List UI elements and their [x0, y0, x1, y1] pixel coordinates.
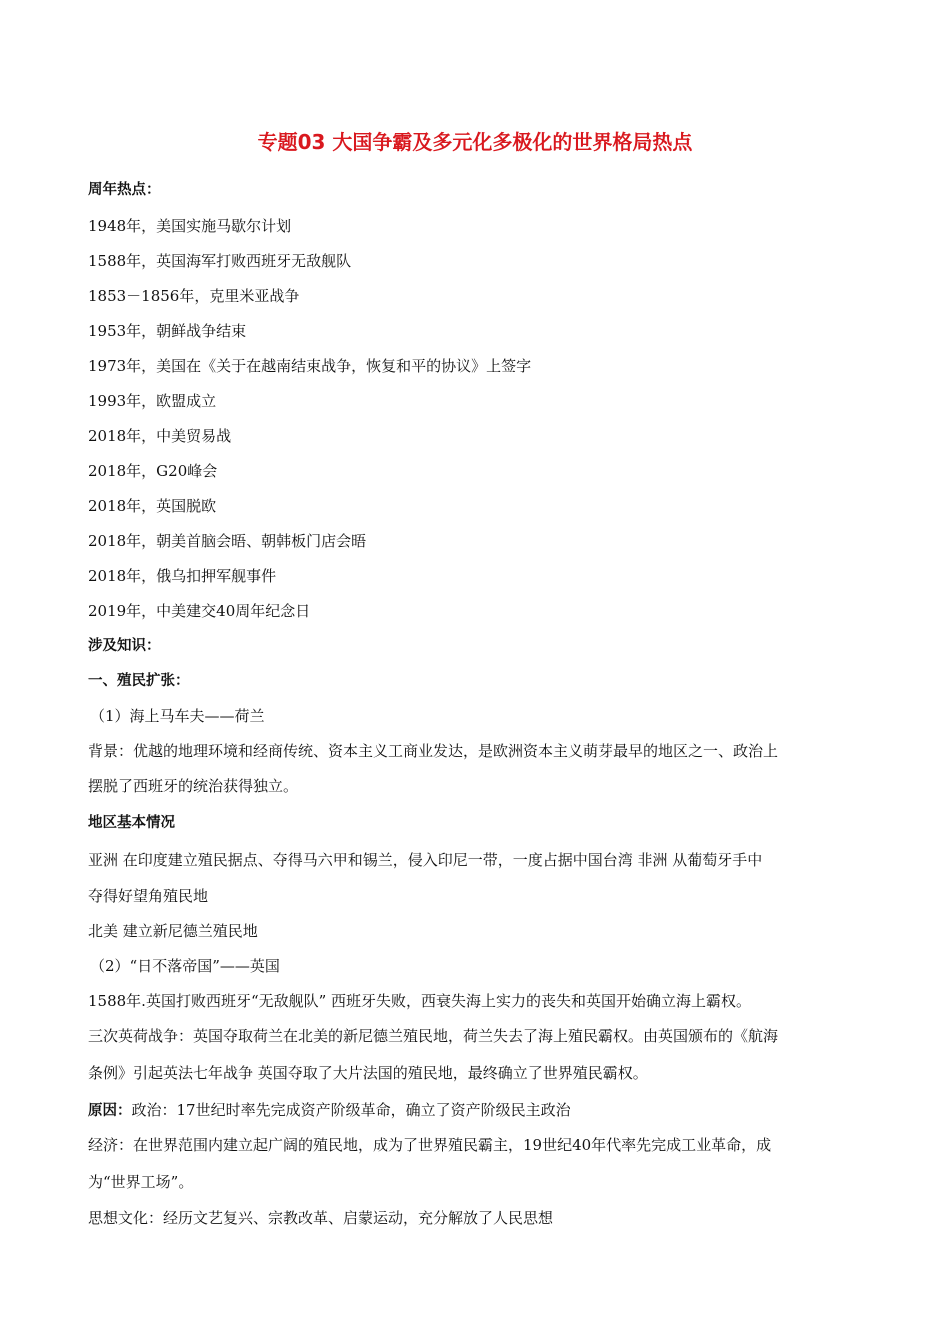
- list-item: 1948年，美国实施马歇尔计划: [88, 217, 292, 235]
- region-heading: 地区基本情况: [88, 815, 175, 831]
- list-item: 2018年，朝美首脑会晤、朝韩板门店会晤: [88, 532, 367, 550]
- culture-text: 思想文化：经历文艺复兴、宗教改革、启蒙运动，充分解放了人民思想: [88, 1209, 554, 1227]
- reason-label: 原因：: [88, 1103, 132, 1119]
- list-item: 2018年，G20峰会: [88, 462, 218, 480]
- list-item: 1588年，英国海军打败西班牙无敌舰队: [88, 252, 352, 270]
- background-text-line1: 背景：优越的地理环境和经商传统、资本主义工商业发达，是欧洲资本主义萌芽最早的地区之一、政治上: [88, 742, 779, 760]
- wars-text-line1: 三次英荷战争：英国夺取荷兰在北美的新尼德兰殖民地，荷兰失去了海上殖民霸权。由英国颁布的《航海: [88, 1027, 779, 1045]
- section-heading-colonial: 一、殖民扩张：: [88, 673, 190, 689]
- list-item: 2018年，中美贸易战: [88, 427, 232, 445]
- reason-politics: 政治：17世纪时率先完成资产阶级革命，确立了资产阶级民主政治: [131, 1101, 571, 1119]
- background-text-line2: 摆脱了西班牙的统治获得独立。: [88, 777, 299, 795]
- list-item: 1993年，欧盟成立: [88, 392, 217, 410]
- subheading-britain: （2）“日不落帝国”——英国: [90, 957, 280, 975]
- reason-line: [88, 1100, 868, 1121]
- page-title: 专题03 大国争霸及多元化多极化的世界格局热点: [257, 130, 693, 154]
- list-item: 2019年，中美建交40周年纪念日: [88, 602, 311, 620]
- list-item: 1953年，朝鲜战争结束: [88, 322, 247, 340]
- subheading-netherlands: （1）海上马车夫——荷兰: [90, 707, 265, 725]
- economy-text-line2: 为“世界工场”。: [88, 1173, 194, 1191]
- list-item: 2018年，英国脱欧: [88, 497, 217, 515]
- armada-text: 1588年.英国打败西班牙“无敌舰队” 西班牙失败，西衰失海上实力的丧失和英国开始确立海上霸权。: [88, 992, 752, 1010]
- asia-text-line2: 夺得好望角殖民地: [88, 887, 209, 905]
- economy-text-line1: 经济：在世界范围内建立起广阔的殖民地，成为了世界殖民霸主，19世纪40年代率先完成工业革命，成: [88, 1136, 772, 1154]
- list-item: 1853－1856年，克里米亚战争: [88, 287, 300, 305]
- wars-text-line2: 条例》引起英法七年战争 英国夺取了大片法国的殖民地，最终确立了世界殖民霸权。: [88, 1064, 648, 1082]
- anniversary-heading: 周年热点：: [88, 182, 161, 198]
- list-item: 2018年，俄乌扣押军舰事件: [88, 567, 277, 585]
- north-america-text: 北美 建立新尼德兰殖民地: [88, 922, 258, 940]
- knowledge-heading: 涉及知识：: [88, 638, 161, 654]
- list-item: 1973年，美国在《关于在越南结束战争，恢复和平的协议》上签字: [88, 357, 532, 375]
- asia-text-line1: 亚洲 在印度建立殖民据点、夺得马六甲和锡兰，侵入印尼一带，一度占据中国台湾 非洲 从葡萄牙手中: [88, 851, 763, 869]
